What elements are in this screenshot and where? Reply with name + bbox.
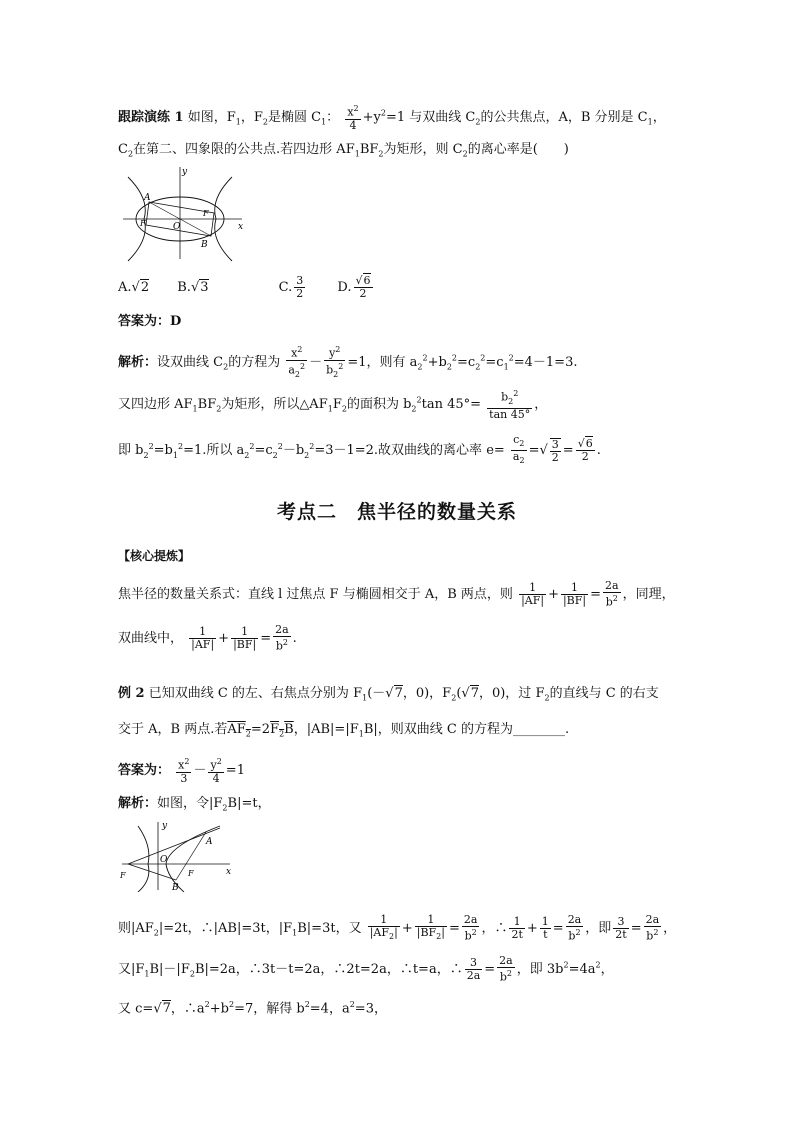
text: =c	[457, 354, 476, 370]
hyperbola-left-branch	[138, 826, 149, 892]
text: ，即	[585, 921, 612, 937]
text: |AF|	[521, 593, 545, 607]
option-a-label: A.	[118, 280, 132, 295]
text: =1	[225, 762, 245, 778]
fraction: $\frac{x^2}{4}$	[347, 104, 359, 132]
label-a: A	[144, 193, 151, 203]
text: 又 c=	[118, 1001, 154, 1017]
text: 为矩形，所以△AF	[221, 396, 328, 412]
option-d[interactable]: D. $\frac{√6}{2}$	[337, 274, 371, 300]
text: =4－1=3.	[513, 354, 578, 370]
text: 则|AF	[118, 921, 154, 937]
label-f1: F	[120, 871, 126, 880]
option-b-value: 3	[200, 280, 209, 295]
text: C	[118, 142, 128, 157]
label-a: A	[206, 837, 213, 847]
analysis-label: 解析：	[118, 796, 158, 811]
example-line-1: 例 2 已知双曲线 C 的左、右焦点分别为 $F_1(-√7$，0)，$F_2(√7$，0)，过 $F_2$的直线与 C 的右支	[118, 686, 659, 703]
segment-f1b	[128, 864, 176, 880]
option-b-label: B.	[177, 280, 191, 295]
text: 是椭圆 C	[267, 109, 322, 125]
text: =1.所以 a	[183, 443, 245, 459]
section-title: 考点二 焦半径的数量关系	[276, 501, 517, 523]
practice-analysis-2: 又四边形 $AF_1BF_2$为矩形，所以$\triangle AF_1F_2$的面积为 $b_2^2\tan$ 45°= $\frac{b_2^2}{\tan 45^\circ}$ ，	[118, 389, 548, 421]
option-d-num: 6	[363, 274, 371, 287]
text: 的方程为	[228, 354, 281, 370]
practice-analysis-3: 即 $b_2^2=b_1^2=1$.所以 $a_2^2=c_2^2-b_2^2=3-1=2$.故双曲线的离心率 e= $\frac{c_2}{a_2}$ =√ $\frac{3}{2}$ = $\frac{√6}{2}$ .	[118, 433, 601, 466]
hyperbola-figure	[118, 818, 236, 892]
text: 如图，F	[187, 109, 236, 125]
text: BF	[359, 142, 379, 157]
answer-label: 答案为：	[118, 762, 171, 778]
text: =4a	[568, 961, 596, 977]
text: 即 b	[118, 443, 144, 459]
label-o: O	[160, 855, 168, 865]
text: 的直线与 C 的右支	[549, 686, 659, 701]
example-analysis-1: 则$|AF_2|=2t$，∴|AB|=3t，$|F_1B|=3t$，又 $\frac{1}{|AF_2|}$ + $\frac{1}{|BF_2|}$ = $\frac{2a}{b^2}$ ，∴ $\frac{1}{2t}$ + $\frac{1}{t}$ = $\frac{2a}{b^2}$ ，即 $\frac{3}{2t}$ = $\frac{2a}{b^2}$ ，	[118, 913, 677, 943]
option-a-value: 2	[140, 280, 150, 295]
text: 在第二、四象限的公共点.若四边形 AF	[133, 142, 355, 157]
text: B|－|F	[149, 961, 190, 977]
label-y: y	[182, 167, 188, 177]
practice-answer: 答案为：D	[118, 314, 182, 329]
text: =	[528, 443, 540, 459]
practice-analysis-1: 解析：设双曲线 $C_2$的方程为 $\frac{x^2}{a_2^2}$ － $\frac{y^2}{b_2^2}$ =1，则有 $a_2^2+b_2^2=c_2^2=c_1^2=4-1=3$.	[118, 345, 578, 379]
option-a[interactable]: A.√2	[118, 280, 150, 295]
text: ，0)，F	[402, 686, 452, 701]
option-c-num: 3	[296, 274, 304, 287]
text: ，	[652, 109, 666, 125]
text: B|=2a，∴3t－t=2a，∴2t=2a，∴t=a，∴	[194, 961, 463, 977]
text: =	[562, 443, 574, 459]
text: 7	[162, 1001, 171, 1017]
text: B|=3t，又	[297, 921, 362, 937]
text: =4，a	[309, 1001, 350, 1017]
text: tan 45°=	[421, 396, 482, 412]
practice-title: 跟踪演练 1	[118, 109, 184, 125]
text: 交于 A，B 两点.若	[118, 722, 228, 737]
option-c[interactable]	[278, 274, 308, 300]
example-analysis-2: 又$|F_1B|-|F_2B|=2a$，∴3t－t=2a，∴2t=2a，∴t=a，∴ $\frac{3}{2a}$ = $\frac{2a}{b^2}$ ，即 $3b^2=4a^2$，	[118, 954, 614, 984]
core-line-1: 焦半径的数量关系式：直线 l 过焦点 F 与椭圆相交于 A，B 两点，则 $\frac{1}{|AF|}$ + $\frac{1}{|BF|}$ = $\frac{2a}{b^2}$ ，同理，	[118, 579, 675, 609]
practice-line-1: 跟踪演练 1 如图，$F_1$，$F_2$是椭圆 $C_1$： $\frac{x^2}{4}$ $+y^2=1$ 与双曲线 $C_2$的公共焦点，A，B 分别是 $C_1$，	[118, 104, 666, 132]
core-line-2: 双曲线中， $\frac{1}{|AF|}$ + $\frac{1}{|BF|}$ = $\frac{2a}{b^2}$ .	[118, 623, 297, 653]
text: ，∴a	[170, 1001, 205, 1017]
text: =7，解得 b	[234, 1001, 305, 1017]
text: =2	[250, 722, 271, 737]
text: 又四边形 AF	[118, 396, 193, 412]
text: ，∴	[481, 921, 508, 937]
example-answer: 答案为： $\frac{x^2}{3}$ － $\frac{y^2}{4}$ =1	[118, 757, 245, 785]
text: .	[292, 630, 297, 646]
text: ，|AB|=|F	[293, 722, 359, 737]
option-d-label: D.	[337, 280, 352, 295]
example-line-2: 交于 A，B 两点.若$AF_2=2F_2B$，$|AB|=|F_1B|$，则双曲线 C 的方程为________.	[118, 722, 570, 739]
option-c-den: 2	[296, 287, 304, 300]
text: 7	[470, 686, 479, 701]
ellipse-hyperbola-figure	[118, 163, 248, 263]
option-c-label: C.	[278, 280, 293, 295]
text: 的离心率是( )	[467, 142, 569, 157]
text: =3－1=2.故双曲线的离心率 e=	[314, 443, 505, 459]
text: =1 与双曲线 C	[385, 109, 476, 125]
text: |BF|	[562, 593, 587, 607]
text: =c	[254, 443, 273, 459]
text: B|，则双曲线 C 的方程为________.	[363, 722, 570, 737]
text: +b	[427, 354, 447, 370]
label-x: x	[226, 867, 232, 877]
text: B|=t，	[227, 796, 271, 811]
text: ：	[326, 109, 340, 125]
example-label: 例 2	[118, 686, 145, 701]
analysis-label: 解析：	[118, 354, 158, 370]
label-y: y	[162, 821, 168, 831]
core-label: 【核心提炼】	[118, 549, 191, 563]
text: ，即 3b	[516, 961, 564, 977]
text: －b	[282, 443, 305, 459]
text: 的面积为 b	[346, 396, 412, 412]
text: ，0)，过 F	[478, 686, 545, 701]
text: =b	[153, 443, 173, 459]
text: =1，则有 a	[347, 354, 418, 370]
text: =3，	[354, 1001, 387, 1017]
text: 焦半径的数量关系式：直线 l 过焦点 F 与椭圆相交于 A，B 两点，则	[118, 586, 513, 602]
label-b: B	[201, 240, 208, 250]
label-x: x	[238, 222, 244, 232]
text: +b	[209, 1001, 229, 1017]
example-analysis-intro: 解析：如图，令$|F_2B|=t$，	[118, 796, 271, 813]
text: =c	[485, 354, 504, 370]
label-o: O	[173, 222, 181, 232]
label-b: B	[172, 883, 179, 892]
text: ，同理，	[622, 586, 675, 602]
text: +y	[362, 109, 381, 125]
text: 已知双曲线 C 的左、右焦点分别为 F	[148, 686, 363, 701]
practice-line-2: $C_2$在第二、四象限的公共点.若四边形 $AF_1BF_2$为矩形，则 $C_2$的离心率是( )	[118, 142, 569, 159]
text: (	[456, 686, 462, 701]
text: .	[596, 443, 601, 459]
text: 为矩形，则 C	[383, 142, 463, 157]
text: |=2t，∴|AB|=3t，|F	[158, 921, 293, 937]
text: tan 45°	[489, 407, 531, 421]
option-d-den: 2	[359, 287, 367, 300]
text: ，	[663, 921, 677, 937]
text: 如图，令|F	[157, 796, 223, 811]
options-row	[118, 275, 375, 300]
label-f2: F	[203, 209, 209, 218]
text: BF	[197, 396, 217, 412]
text: 7	[394, 686, 403, 701]
text: 的公共焦点，A，B 分别是 C	[480, 109, 648, 125]
label-f1: F	[140, 219, 146, 228]
text: 双曲线中，	[118, 630, 184, 646]
text: 设双曲线 C	[157, 354, 224, 370]
text: ，	[600, 961, 614, 977]
text: 又|F	[118, 961, 145, 977]
text: (－	[367, 686, 386, 701]
text: F	[332, 396, 342, 412]
label-f2: F	[188, 869, 194, 878]
option-b[interactable]: B.√3	[177, 280, 209, 295]
text: ，F	[240, 109, 263, 125]
example-analysis-3: 又 c=√7，$\therefore a^2+b^2=7$，解得 $b^2=4$，$a^2=3$，	[118, 1000, 387, 1017]
